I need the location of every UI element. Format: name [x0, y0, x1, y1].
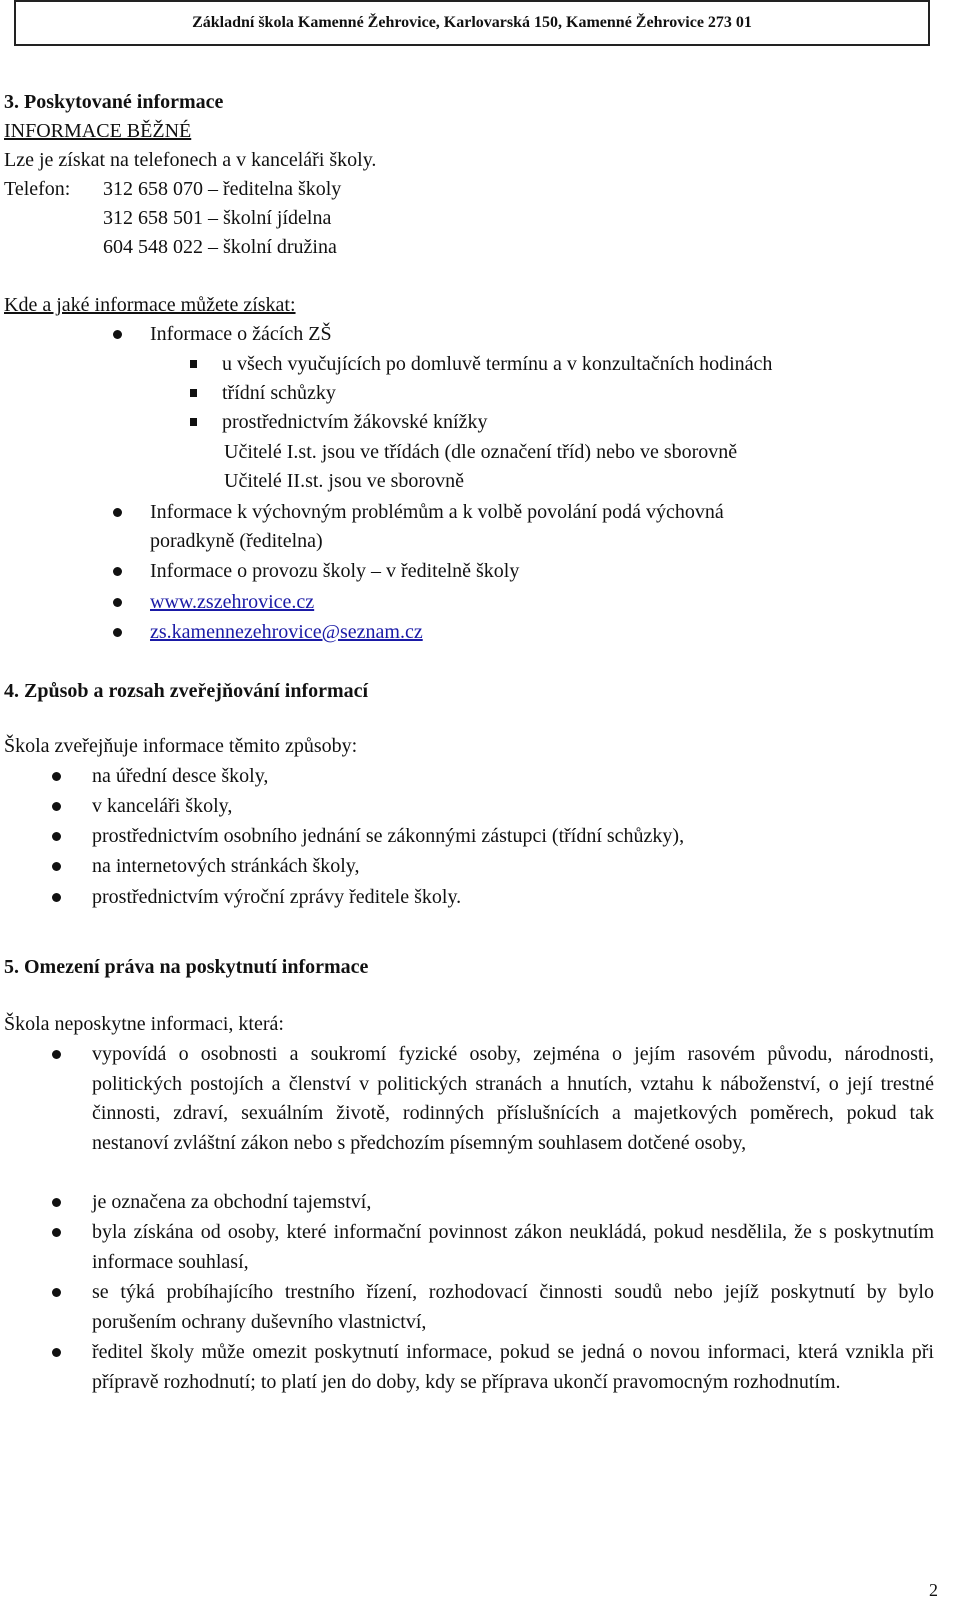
sec4-item-4: na internetových stránkách školy, [92, 855, 360, 877]
sec4-item-3: prostřednictvím osobního jednání se zákonnými zástupci (třídní schůzky), [92, 825, 685, 847]
section-4-title: 4. Způsob a rozsah zveřejňování informací [4, 680, 369, 702]
sub-item-3: prostřednictvím žákovské knížky [222, 411, 488, 433]
bullet-icon [113, 567, 122, 576]
phone-line-1: 312 658 070 – ředitelna školy [103, 178, 342, 200]
square-bullet-icon [190, 360, 197, 368]
website-link[interactable]: www.zszehrovice.cz [150, 591, 315, 613]
section-3-intro: Lze je získat na telefonech a v kanceláři školy. [4, 149, 377, 171]
bullet-icon [52, 1288, 61, 1297]
bullet-icon [113, 598, 122, 607]
sec5-item-5: ředitel školy může omezit poskytnutí informace, pokud se jedná o novou informaci, která vznikla při přípravě rozhodnutí; to platí jen do doby, kdy se příprava ukončí pravomocným rozhodnutím. [92, 1341, 934, 1393]
sub-item-2: třídní schůzky [222, 382, 336, 404]
bullet-icon [113, 508, 122, 517]
bullet-icon [52, 1228, 61, 1237]
bullet-icon [113, 628, 122, 637]
bullet-icon [52, 1198, 61, 1207]
item-operation: Informace o provozu školy – v ředitelně školy [150, 560, 520, 582]
phone-line-2: 312 658 501 – školní jídelna [103, 207, 332, 229]
square-bullet-icon [190, 389, 197, 397]
bullet-icon [52, 893, 61, 902]
bullet-icon [52, 1348, 61, 1357]
section-5-intro: Škola neposkytne informaci, která: [4, 1013, 284, 1035]
square-bullet-icon [190, 418, 197, 426]
item-pupils: Informace o žácích ZŠ [150, 323, 332, 345]
sub-item-1: u všech vyučujících po domluvě termínu a v konzultačních hodinách [222, 353, 773, 375]
sec4-item-1: na úřední desce školy, [92, 765, 269, 787]
teachers-line-1: Učitelé I.st. jsou ve třídách (dle označení tříd) nebo ve sborovně [224, 441, 738, 463]
bullet-icon [52, 832, 61, 841]
section-4-intro: Škola zveřejňuje informace těmito způsoby: [4, 735, 358, 757]
phone-line-3: 604 548 022 – školní družina [103, 236, 337, 258]
header-text: Základní škola Kamenné Žehrovice, Karlovarská 150, Kamenné Žehrovice 273 01 [192, 14, 752, 31]
email-link[interactable]: zs.kamennezehrovice@seznam.cz [150, 621, 423, 643]
phone-label: Telefon: [4, 178, 71, 200]
sec4-item-5: prostřednictvím výroční zprávy ředitele školy. [92, 886, 462, 908]
sec5-item-1: vypovídá o osobnosti a soukromí fyzické osoby, zejména o jejím rasovém původu, národnosti, politických postojích a členství v politických stranách a hnutích, vztahu k náboženství, o její trestné činnosti, zdraví, sexuálním životě, rodinných příslušnících a majetkových poměrech, pokud tak nestanoví zvláštní zákon nebo s předchozím písemným souhlasem dotčené osoby, [92, 1043, 934, 1154]
bullet-icon [52, 772, 61, 781]
sec5-item-3: byla získána od osoby, které informační povinnost zákon neukládá, pokud nesdělila, že s poskytnutím informace souhlasí, [92, 1221, 934, 1273]
section-3-subtitle: INFORMACE BĚŽNÉ [4, 120, 192, 142]
where-label: Kde a jaké informace můžete získat: [4, 294, 296, 316]
section-3-title: 3. Poskytované informace [4, 91, 224, 113]
page-header [14, 0, 930, 46]
item-edu-line-2: poradkyně (ředitelna) [150, 530, 323, 552]
section-5-title: 5. Omezení práva na poskytnutí informace [4, 956, 369, 978]
teachers-line-2: Učitelé II.st. jsou ve sborovně [224, 470, 464, 492]
sec5-item-4: se týká probíhajícího trestního řízení, rozhodovací činnosti soudů nebo jejíž poskytnutí by bylo porušením ochrany duševního vlastnictví, [92, 1281, 934, 1333]
item-edu-line-1: Informace k výchovným problémům a k volbě povolání podá výchovná [150, 501, 724, 523]
bullet-icon [52, 862, 61, 871]
bullet-icon [52, 802, 61, 811]
page-number: 2 [929, 1580, 938, 1600]
sec4-item-2: v kanceláři školy, [92, 795, 233, 817]
bullet-icon [113, 330, 122, 339]
sec5-item-2: je označena za obchodní tajemství, [92, 1191, 372, 1213]
bullet-icon [52, 1050, 61, 1059]
